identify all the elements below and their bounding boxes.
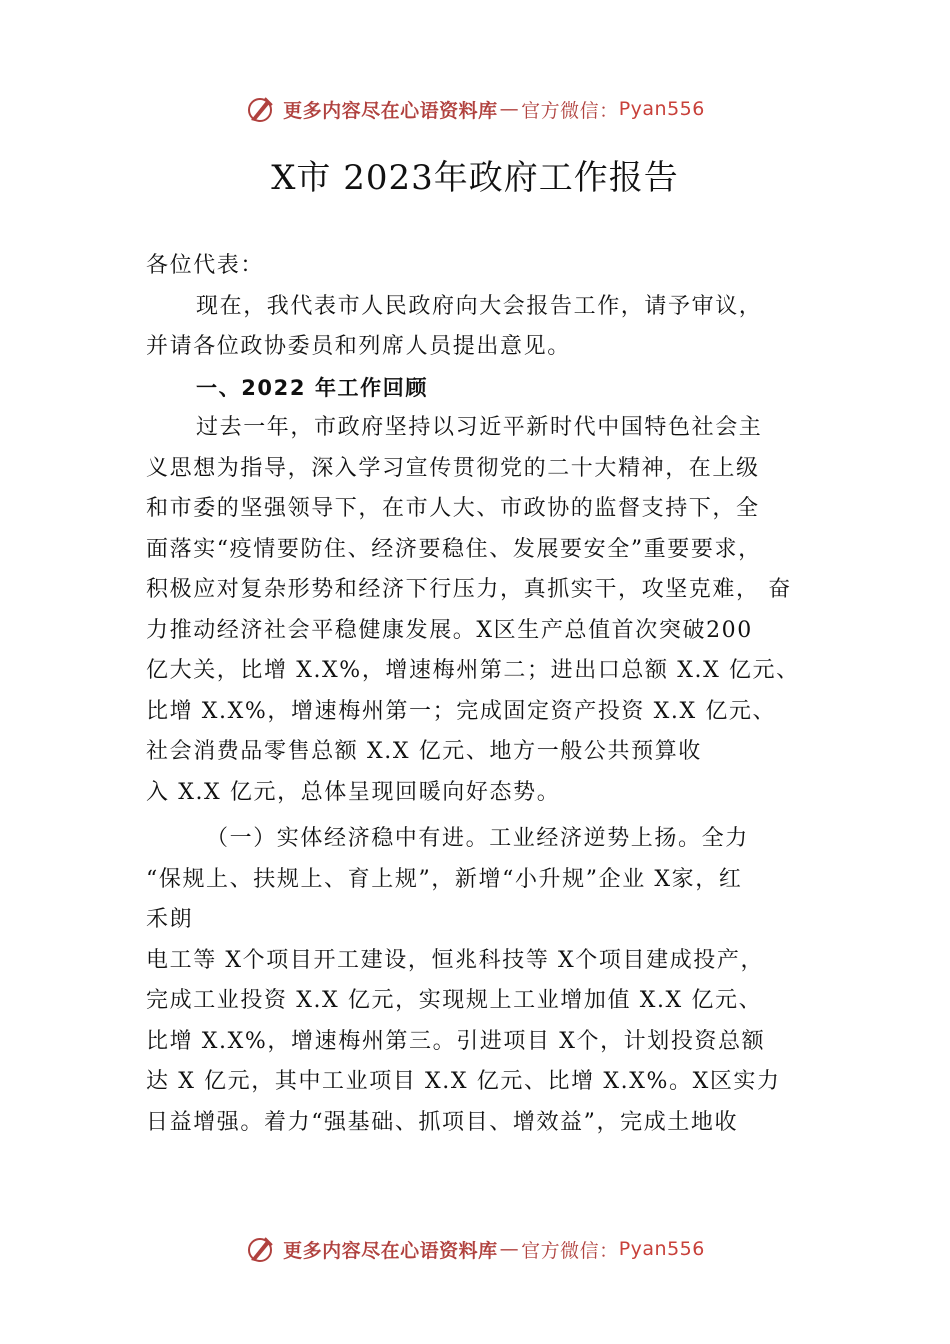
watermark-wechat-id: Pyan556 — [618, 1238, 705, 1260]
paragraph-line: （一）实体经济稳中有进。工业经济逆势上扬。全力 — [206, 826, 749, 851]
paragraph-line: 积极应对复杂形势和经济下行压力，真抓实干，攻坚克难， 奋 — [146, 577, 792, 602]
paragraph-line: 社会消费品零售总额 X.X 亿元、地方一般公共预算收 — [146, 739, 702, 764]
paragraph-line: 现在，我代表市人民政府向大会报告工作，请予审议， — [196, 293, 763, 319]
quill-logo-icon — [245, 1234, 275, 1264]
paragraph-line: “保规上、扶规上、育上规”，新增“小升规”企业 X家，红 — [146, 866, 743, 892]
paragraph-line: 电工等 X个项目开工建设，恒兆科技等 X个项目建成投产， — [146, 947, 765, 973]
watermark-text: 更多内容尽在心语资料库 — [283, 99, 498, 122]
paragraph-line: 义思想为指导，深入学习宣传贯彻党的二十大精神，在上级 — [146, 455, 760, 481]
paragraph-line: 入 X.X 亿元，总体呈现回暖向好态势。 — [146, 779, 561, 805]
paragraph-line: 并请各位政协委员和列席人员提出意见。 — [146, 334, 571, 359]
watermark-separator: — — [499, 98, 520, 120]
paragraph-line: 完成工业投资 X.X 亿元，实现规上工业增加值 X.X 亿元、 — [146, 988, 763, 1013]
paragraph-line: 和市委的坚强领导下，在市人大、市政协的监督支持下，全 — [146, 496, 760, 521]
paragraph-line: 日益增强。着力“强基础、抓项目、增效益”，完成土地收 — [146, 1109, 739, 1135]
paragraph-line: 过去一年，市政府坚持以习近平新时代中国特色社会主 — [196, 415, 763, 440]
header-watermark — [0, 94, 950, 124]
section-heading: 一、2022 年工作回顾 — [196, 375, 428, 400]
quill-logo-icon — [245, 94, 275, 124]
paragraph-line: 达 X 亿元，其中工业项目 X.X 亿元、比增 X.X%。X区实力 — [146, 1069, 781, 1094]
paragraph-line: 亿大关，比增 X.X%，增速梅州第二；进出口总额 X.X 亿元、 — [146, 658, 800, 683]
document-title: X市 2023年政府工作报告 — [271, 158, 679, 198]
paragraph-line: 面落实“疫情要防住、经济要稳住、发展要安全”重要要求， — [146, 536, 762, 562]
watermark-wechat-label: 官方微信： — [521, 99, 619, 122]
paragraph-line: 力推动经济社会平稳健康发展。X区生产总值首次突破200 — [146, 617, 753, 643]
salutation: 各位代表： — [146, 253, 265, 278]
watermark-wechat-id: Pyan556 — [618, 98, 705, 120]
paragraph-line: 比增 X.X%，增速梅州第三。引进项目 X个，计划投资总额 — [146, 1028, 766, 1054]
watermark-separator: — — [499, 1238, 520, 1260]
document-body — [146, 246, 818, 1143]
watermark-text: 更多内容尽在心语资料库 — [283, 1239, 498, 1262]
paragraph-line: 禾朗 — [146, 907, 194, 932]
footer-watermark — [0, 1234, 950, 1264]
paragraph-line: 比增 X.X%，增速梅州第一；完成固定资产投资 X.X 亿元、 — [146, 698, 777, 724]
watermark-wechat-label: 官方微信： — [521, 1239, 619, 1262]
